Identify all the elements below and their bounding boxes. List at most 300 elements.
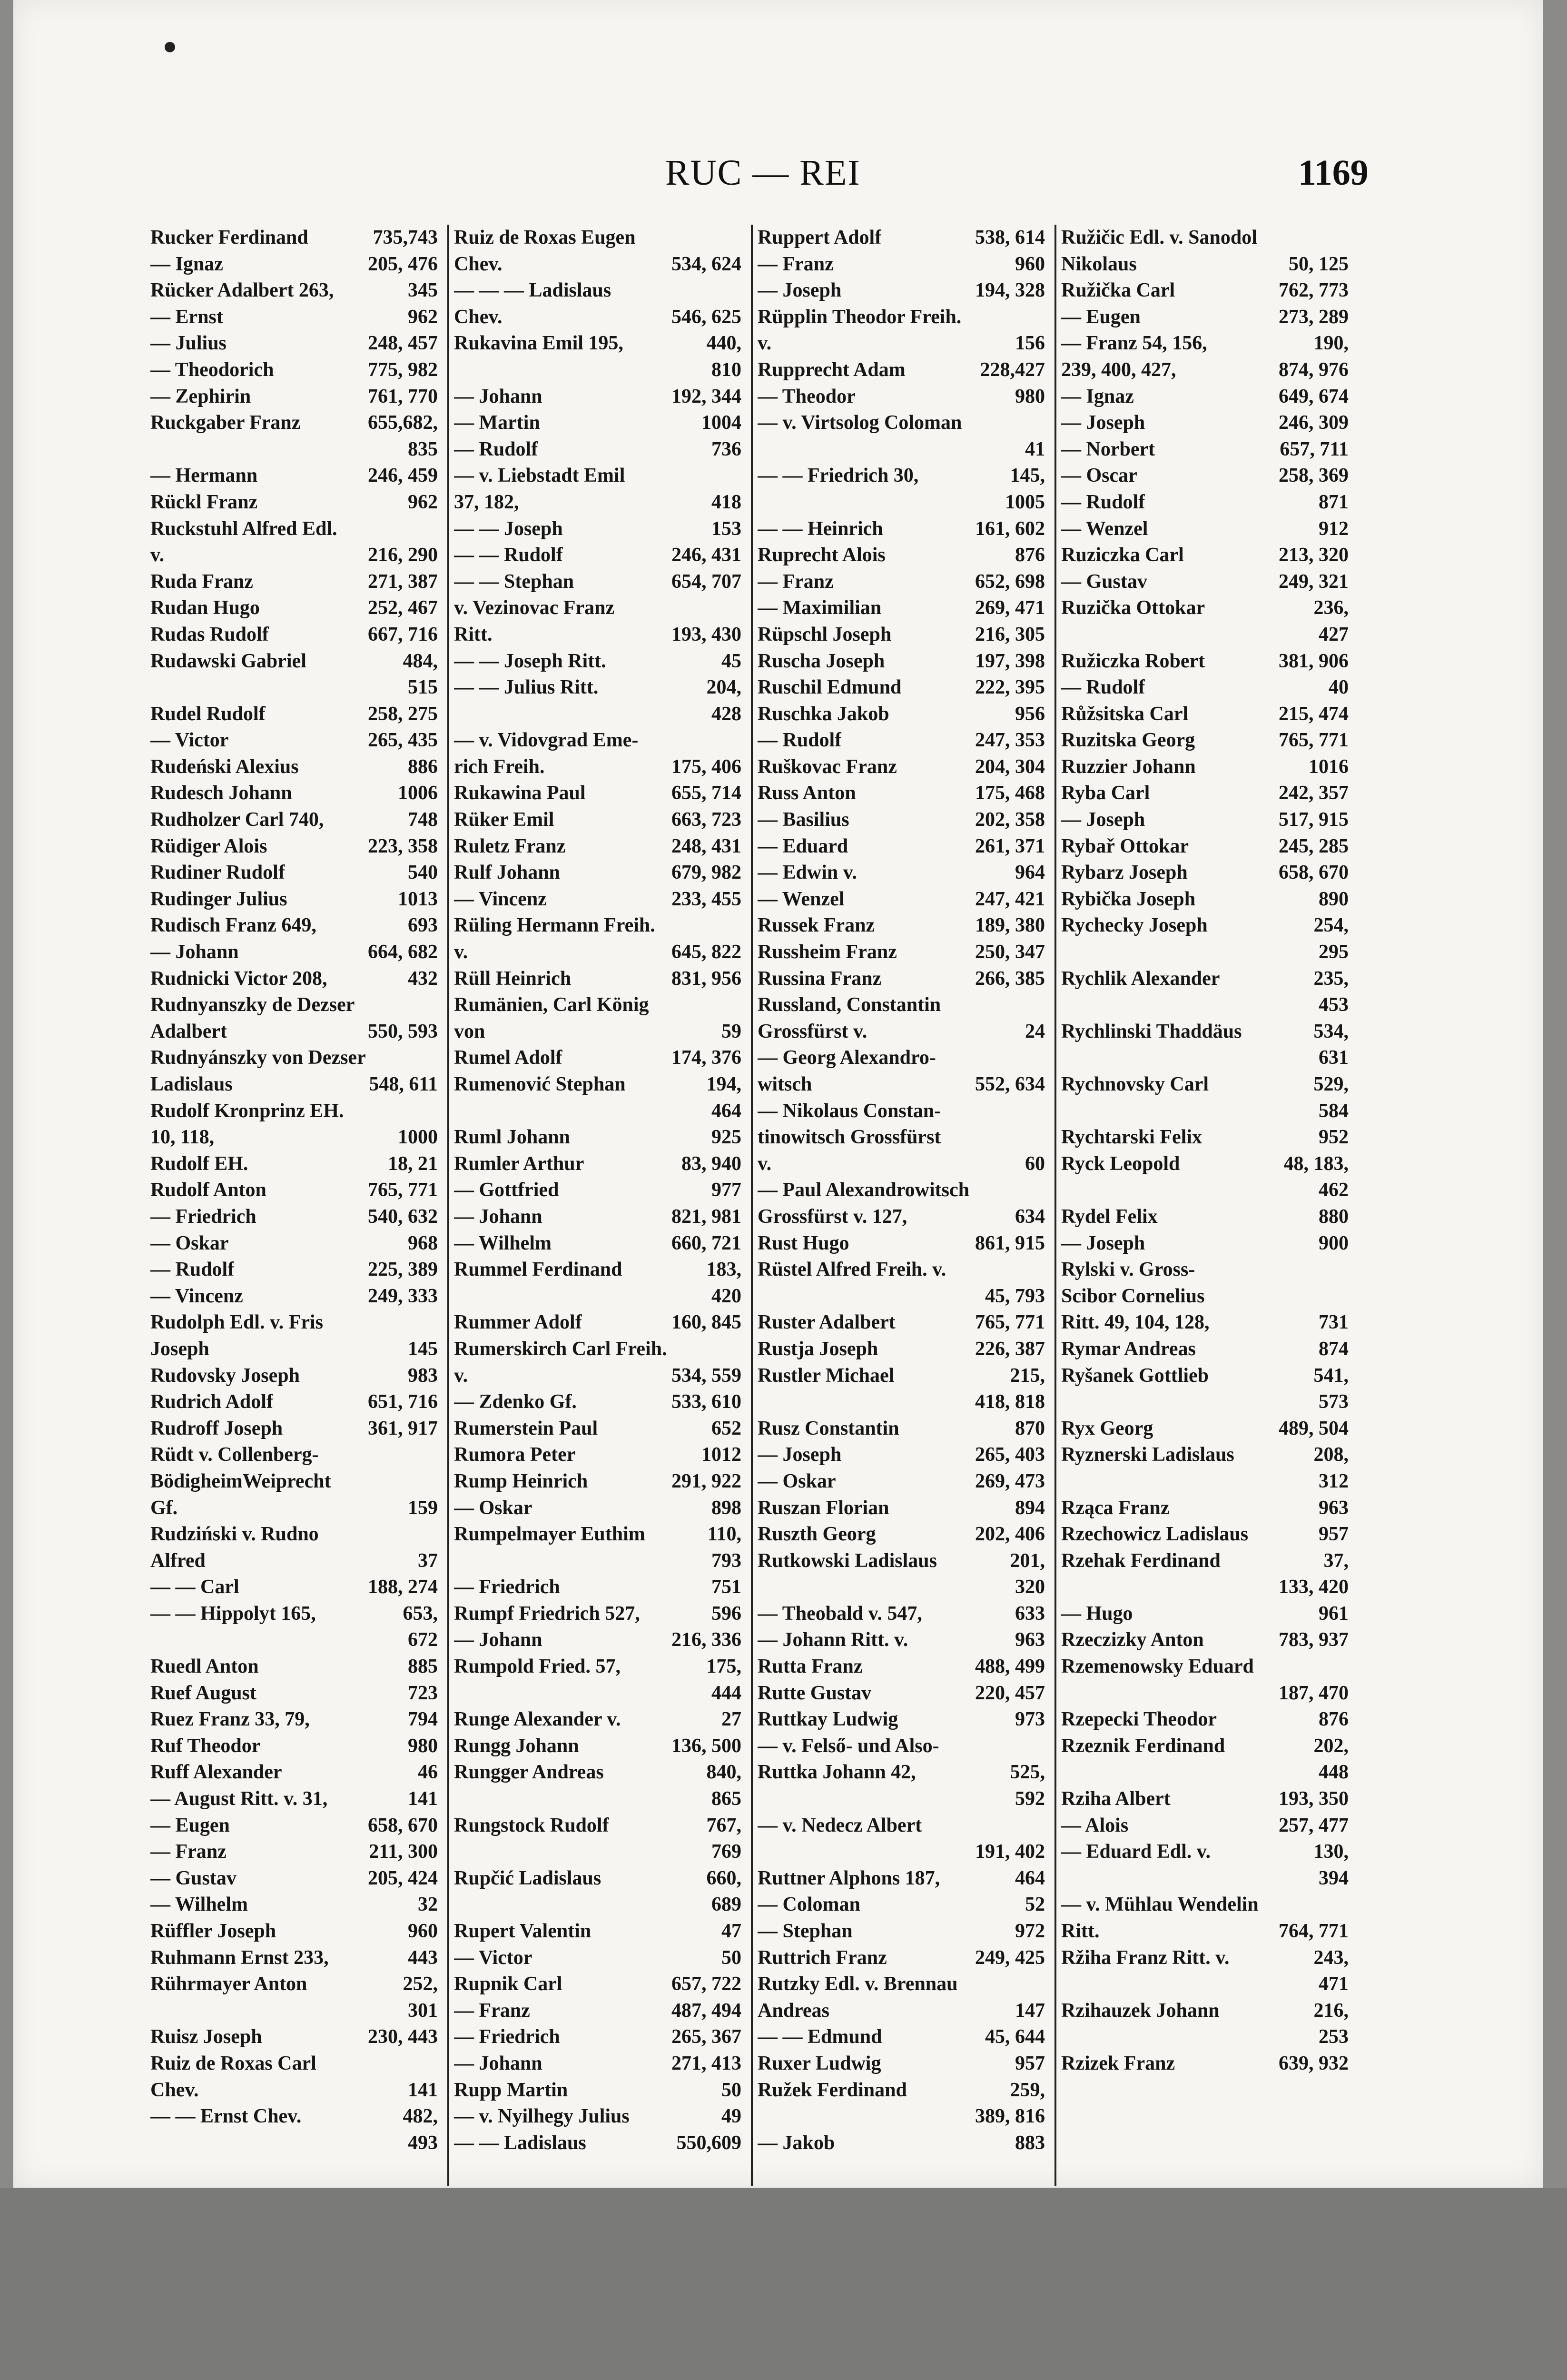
entry-name: Rudnyanszky de Dezser [150,994,355,1016]
entry-pages: 312 [1319,1470,1349,1492]
entry-pages: 235, [1313,967,1349,990]
entry-pages [1041,992,1045,1019]
entry-pages [738,595,741,622]
entry-name: v. [150,544,165,566]
entry-name: Ryšanek Gottlieb [1061,1364,1209,1387]
entry-name: Chev. [454,306,503,328]
index-entry [150,1574,438,1601]
entry-name: Ruckgaber Franz [150,412,301,434]
index-entry [150,1998,438,2024]
entry-pages: 1005 [1005,491,1045,513]
entry-pages: 41 [1025,438,1045,460]
entry-pages: 220, 457 [975,1682,1045,1704]
entry-pages: 794 [408,1708,438,1731]
index-entry [454,1019,741,1045]
index-entry [1061,701,1349,728]
entry-pages: 657, 722 [671,1973,741,1995]
entry-name: Rudnicki Victor 208, [150,967,327,990]
index-entry [1061,1813,1349,1839]
entry-pages: 420 [711,1285,741,1307]
entry-name: — Wenzel [1061,517,1148,540]
entry-name: — Theobald v. 547, [758,1602,922,1625]
page-number: 1169 [1298,153,1369,193]
index-entry [150,1627,438,1654]
entry-name: — Theodorich [150,358,274,381]
index-entry [1061,1786,1349,1813]
entry-pages: 634 [1015,1205,1045,1228]
index-entry [758,2103,1045,2130]
index-entry [758,357,1045,384]
entry-name: Nikolaus [1061,253,1137,275]
index-entry [454,780,741,807]
entry-name: Rzechowicz Ladislaus [1061,1523,1249,1546]
entry-pages: 870 [1015,1417,1045,1439]
index-entry [150,1204,438,1230]
entry-pages: 145 [408,1338,438,1360]
entry-pages: 960 [1015,253,1045,275]
index-entry [758,1839,1045,1865]
entry-name: — Victor [150,729,229,752]
entry-pages: 973 [1015,1708,1045,1731]
index-entry [454,251,741,278]
entry-pages: 202, 358 [975,809,1045,831]
entry-pages: 963 [1015,1629,1045,1651]
index-entry [1061,516,1349,543]
index-entry [1061,304,1349,331]
entry-name: Rungstock Rudolf [454,1814,609,1836]
index-entry [454,1098,741,1125]
entry-pages [1041,1257,1045,1283]
index-entry [150,489,438,516]
index-entry [454,674,741,701]
index-entry [1061,1124,1349,1151]
entry-pages: 295 [1319,941,1349,963]
entry-pages: 247, 421 [975,888,1045,910]
entry-name: Ruedl Anton [150,1656,259,1678]
entry-name: — Friedrich [150,1205,256,1228]
entry-pages: 440, [706,332,741,355]
entry-name: Rüll Heinrich [454,967,572,990]
entry-pages: 273, 289 [1279,306,1349,328]
index-entry [454,1680,741,1707]
index-entry [1061,384,1349,410]
entry-name: Ritt. [1061,1920,1100,1942]
index-entry [150,2024,438,2051]
entry-pages: 301 [408,1999,438,2022]
index-entry [150,1521,438,1548]
entry-name: — Vincenz [150,1285,243,1307]
entry-pages: 972 [1015,1920,1045,1942]
entry-name: — Eduard Edl. v. [1061,1841,1211,1863]
index-entry [1061,251,1349,278]
index-entry [454,2077,741,2104]
entry-pages: 529, [1313,1073,1349,1095]
entry-pages: 130, [1313,1841,1349,1863]
index-entry [758,886,1045,913]
entry-name: Rychecky Joseph [1061,914,1208,937]
entry-pages [738,912,741,939]
index-entry [150,1839,438,1865]
entry-name: Rudesch Johann [150,782,292,804]
entry-name: Grossfürst v. 127, [758,1205,907,1228]
entry-pages: 136, 500 [671,1735,741,1757]
entry-name: Russland, Constantin [758,994,941,1016]
index-entry [454,1998,741,2024]
entry-pages: 983 [408,1364,438,1387]
index-entry [758,330,1045,357]
index-entry [758,1918,1045,1945]
entry-pages [1041,1098,1045,1125]
entry-pages: 534, 559 [671,1364,741,1387]
index-entry [150,727,438,754]
index-entry [758,1230,1045,1257]
entry-pages: 254, [1313,914,1349,937]
entry-name: Rüker Emil [454,809,554,831]
index-entry [150,860,438,886]
entry-pages: 723 [408,1682,438,1704]
entry-pages: 222, 395 [975,676,1045,699]
index-entry [454,2103,741,2130]
index-entry [454,939,741,966]
index-entry [454,1918,741,1945]
index-entry [1061,912,1349,939]
entry-pages: 243, [1313,1946,1349,1969]
entry-name: Rudnyánszky von Dezser [150,1047,366,1069]
entry-name: — Martin [454,412,540,434]
entry-pages: 52 [1025,1894,1045,1916]
index-entry [454,595,741,622]
index-entry [150,1945,438,1972]
entry-pages: 37 [418,1549,438,1572]
entry-pages: 246, 431 [671,544,741,566]
entry-name: — Theodor [758,385,856,407]
index-entry [150,225,438,251]
entry-pages [1041,1177,1045,1204]
entry-name: — Joseph [1061,1232,1145,1254]
index-entry [150,1389,438,1416]
entry-name: Ruppert Adolf [758,227,882,248]
entry-pages: 193, 430 [671,623,741,645]
entry-name: Rudolf Kronprinz EH. [150,1100,344,1122]
entry-name: Rukavina Emil 195, [454,332,623,355]
entry-name: — — Joseph Ritt. [454,650,606,672]
entry-name: Rudiner Rudolf [150,862,285,884]
index-entry [1061,1389,1349,1416]
index-entry [1061,1865,1349,1892]
index-entry [150,251,438,278]
entry-pages: 133, 420 [1279,1576,1349,1598]
entry-name: — Norbert [1061,438,1155,460]
entry-name: Rutta Franz [758,1656,863,1678]
entry-name: Ruhmann Ernst 233, [150,1946,329,1969]
entry-pages: 225, 389 [368,1259,438,1281]
entry-pages: 345 [408,279,438,302]
entry-name: Rumpelmayer Euthim [454,1523,645,1546]
index-entry [454,860,741,886]
index-entry [1061,2051,1349,2077]
index-entry [1061,860,1349,886]
entry-name: Rudeński Alexius [150,755,299,778]
index-entry [1061,992,1349,1019]
entry-name: — Joseph [758,1444,842,1466]
entry-pages: 60 [1025,1152,1045,1175]
entry-name: Rumänien, Carl König [454,994,649,1016]
entry-name: Ruckstuhl Alfred Edl. [150,517,337,540]
entry-pages: 141 [408,2079,438,2101]
entry-name: Ruda Franz [150,570,253,593]
index-entry [758,1971,1045,1998]
entry-name: — Franz 54, 156, [1061,332,1207,355]
index-entry [454,357,741,384]
index-entry [454,1495,741,1522]
entry-pages: 45, 644 [985,2026,1045,2048]
entry-pages: 453 [1319,994,1349,1016]
entry-name: Rzehak Ferdinand [1061,1549,1221,1572]
index-entry [1061,754,1349,781]
entry-name: — — Heinrich [758,517,883,540]
entry-name: Rudel Rudolf [150,703,266,725]
entry-pages: 1000 [398,1126,438,1149]
entry-name: Rzihauzek Johann [1061,1999,1220,2022]
index-entry [150,966,438,992]
entry-pages: 233, 455 [671,888,741,910]
entry-pages: 215, 474 [1279,703,1349,725]
entry-name: — Oskar [454,1497,532,1519]
entry-name: — Ignaz [150,253,223,275]
page-header [13,143,1543,200]
index-entry [150,1283,438,1310]
entry-name: — Edwin v. [758,862,857,884]
entry-name: Rüffler Joseph [150,1920,276,1942]
entry-name: Adalbert [150,1020,227,1042]
index-entry [1061,1098,1349,1125]
entry-pages: 533, 610 [671,1391,741,1413]
entry-pages: 236, [1313,597,1349,619]
entry-name: Rumerskirch Carl Freih. [454,1338,667,1360]
entry-name: — — Stephan [454,570,574,593]
entry-name: 10, 118, [150,1126,215,1149]
entry-name: Rummel Ferdinand [454,1259,622,1281]
entry-pages: 658, 670 [1279,862,1349,884]
entry-pages: 32 [418,1894,438,1916]
index-entry [758,1706,1045,1733]
entry-name: tinowitsch Grossfürst [758,1126,941,1149]
index-entry [758,1045,1045,1071]
entry-pages: 961 [1319,1602,1349,1625]
index-entry [454,886,741,913]
entry-name: Gf. [150,1497,178,1519]
entry-pages: 246, 309 [1279,412,1349,434]
entry-name: Rumler Arthur [454,1152,584,1175]
entry-name: Ruisz Joseph [150,2026,262,2048]
entry-pages [434,1521,438,1548]
entry-pages: 489, 504 [1279,1417,1349,1439]
entry-pages: 204, 304 [975,755,1045,778]
index-entry [454,1971,741,1998]
entry-pages: 265, 403 [975,1444,1045,1466]
entry-name: Ryba Carl [1061,782,1150,804]
index-entry [454,648,741,675]
entry-name: — Stephan [758,1920,853,1942]
index-entry [150,1495,438,1522]
entry-pages [1041,304,1045,331]
entry-name: Rumora Peter [454,1444,576,1466]
entry-pages: 672 [408,1629,438,1651]
entry-pages: 1016 [1309,755,1349,778]
index-entry [758,384,1045,410]
entry-name: — — Ernst Chev. [150,2105,302,2128]
entry-pages: 216, [1313,1999,1349,2022]
index-entry [1061,1839,1349,1865]
index-entry [454,436,741,463]
entry-pages: 748 [408,809,438,831]
entry-pages: 540 [408,862,438,884]
entry-name: Ruzzier Johann [1061,755,1196,778]
index-entry [150,622,438,648]
index-entry [758,860,1045,886]
entry-name: Alfred [150,1549,206,1572]
entry-pages: 651, 716 [368,1391,438,1413]
entry-pages: 257, 477 [1279,1814,1349,1836]
entry-pages [738,463,741,489]
entry-pages: 40 [1329,676,1349,699]
index-entry [1061,2024,1349,2051]
entry-pages: 381, 906 [1279,650,1349,672]
index-entry [150,1468,438,1495]
entry-pages: 192, 344 [671,385,741,407]
index-entry [758,225,1045,251]
entry-name: Rutte Gustav [758,1682,872,1704]
entry-name: Runge Alexander v. [454,1708,621,1731]
index-entry [454,701,741,728]
index-entry [1061,622,1349,648]
entry-pages: 174, 376 [671,1047,741,1069]
entry-pages: 894 [1015,1497,1045,1519]
entry-name: — v. Virtsolog Coloman [758,412,962,434]
entry-pages: 418, 818 [975,1391,1045,1413]
entry-pages: 24 [1025,1020,1045,1042]
entry-pages: 216, 336 [671,1629,741,1651]
index-entry [454,1416,741,1442]
index-entry [1061,1309,1349,1336]
index-entry [454,330,741,357]
entry-pages: 175, [706,1656,741,1678]
entry-pages [1041,410,1045,436]
index-entry [758,304,1045,331]
index-entry [1061,542,1349,569]
entry-name: Rucker Ferdinand [150,227,308,248]
entry-pages: 194, 328 [975,279,1045,302]
entry-name: — Franz [758,570,834,593]
index-entry [454,1389,741,1416]
entry-name: Ružičic Edl. v. Sanodol [1061,227,1257,248]
entry-name: Rudovsky Joseph [150,1364,300,1387]
entry-name: Ladislaus [150,1073,233,1095]
entry-name: Ruszan Florian [758,1497,889,1519]
index-entry [454,1151,741,1178]
index-entry [1061,1733,1349,1760]
entry-name: Rüdt v. Collenberg- [150,1444,319,1466]
entry-pages: 216, 290 [368,544,438,566]
index-entry [150,330,438,357]
index-entry [1061,727,1349,754]
entry-name: Grossfürst v. [758,1020,867,1042]
entry-name: — Maximilian [758,597,882,619]
entry-pages: 775, 982 [368,358,438,381]
entry-pages: 633 [1015,1602,1045,1625]
index-entry [454,542,741,569]
index-entry [758,1813,1045,1839]
index-entry [1061,436,1349,463]
entry-pages: 835 [408,438,438,460]
entry-name: Ruff Alexander [150,1761,282,1784]
index-entry [454,966,741,992]
entry-pages: 693 [408,914,438,937]
entry-pages: 840, [706,1761,741,1784]
entry-pages: 188, 274 [368,1576,438,1598]
entry-pages: 660, 721 [671,1232,741,1254]
entry-pages: 47 [721,1920,741,1942]
index-entry [454,463,741,489]
index-entry [150,357,438,384]
entry-name: — Basilius [758,809,849,831]
index-entry [1061,569,1349,595]
entry-pages: 153 [711,517,741,540]
entry-name: Rudawski Gabriel [150,650,306,672]
index-entry [758,780,1045,807]
entry-name: Rupert Valentin [454,1920,591,1942]
entry-name: Rudan Hugo [150,597,260,619]
entry-pages: 197, 398 [975,650,1045,672]
index-entry [758,1336,1045,1363]
entry-pages: 689 [711,1894,741,1916]
index-entry [758,436,1045,463]
entry-pages: 663, 723 [671,809,741,831]
entry-pages: 649, 674 [1279,385,1349,407]
index-entry [758,1733,1045,1760]
entry-name: — Eduard [758,835,848,857]
index-entry [1061,1654,1349,1680]
entry-name: Rump Heinrich [454,1470,588,1492]
entry-pages: 448 [1319,1761,1349,1784]
index-entry [1061,1918,1349,1945]
entry-name: — — — Ladislaus [454,279,611,302]
index-entry [454,516,741,543]
index-entry [150,1071,438,1098]
entry-pages: 655,682, [368,412,438,434]
entry-name: — Coloman [758,1894,860,1916]
entry-pages: 361, 917 [368,1417,438,1439]
index-entry [454,1336,741,1363]
index-entry [150,1654,438,1680]
entry-pages: 596 [711,1602,741,1625]
entry-pages: 762, 773 [1279,279,1349,302]
index-entry [758,1151,1045,1178]
entry-pages: 534, [1313,1020,1349,1042]
entry-name: Russheim Franz [758,941,897,963]
entry-pages: 249, 321 [1279,570,1349,593]
entry-pages: 658, 670 [368,1814,438,1836]
entry-pages: 271, 413 [671,2052,741,2074]
index-entry [1061,886,1349,913]
entry-name: — Friedrich [454,1576,560,1598]
entry-pages: 482, [403,2105,438,2128]
index-entry [758,489,1045,516]
entry-name: — Joseph [1061,412,1145,434]
index-entry [1061,1680,1349,1707]
index-entry [454,1627,741,1654]
entry-pages: 161, 602 [975,517,1045,540]
